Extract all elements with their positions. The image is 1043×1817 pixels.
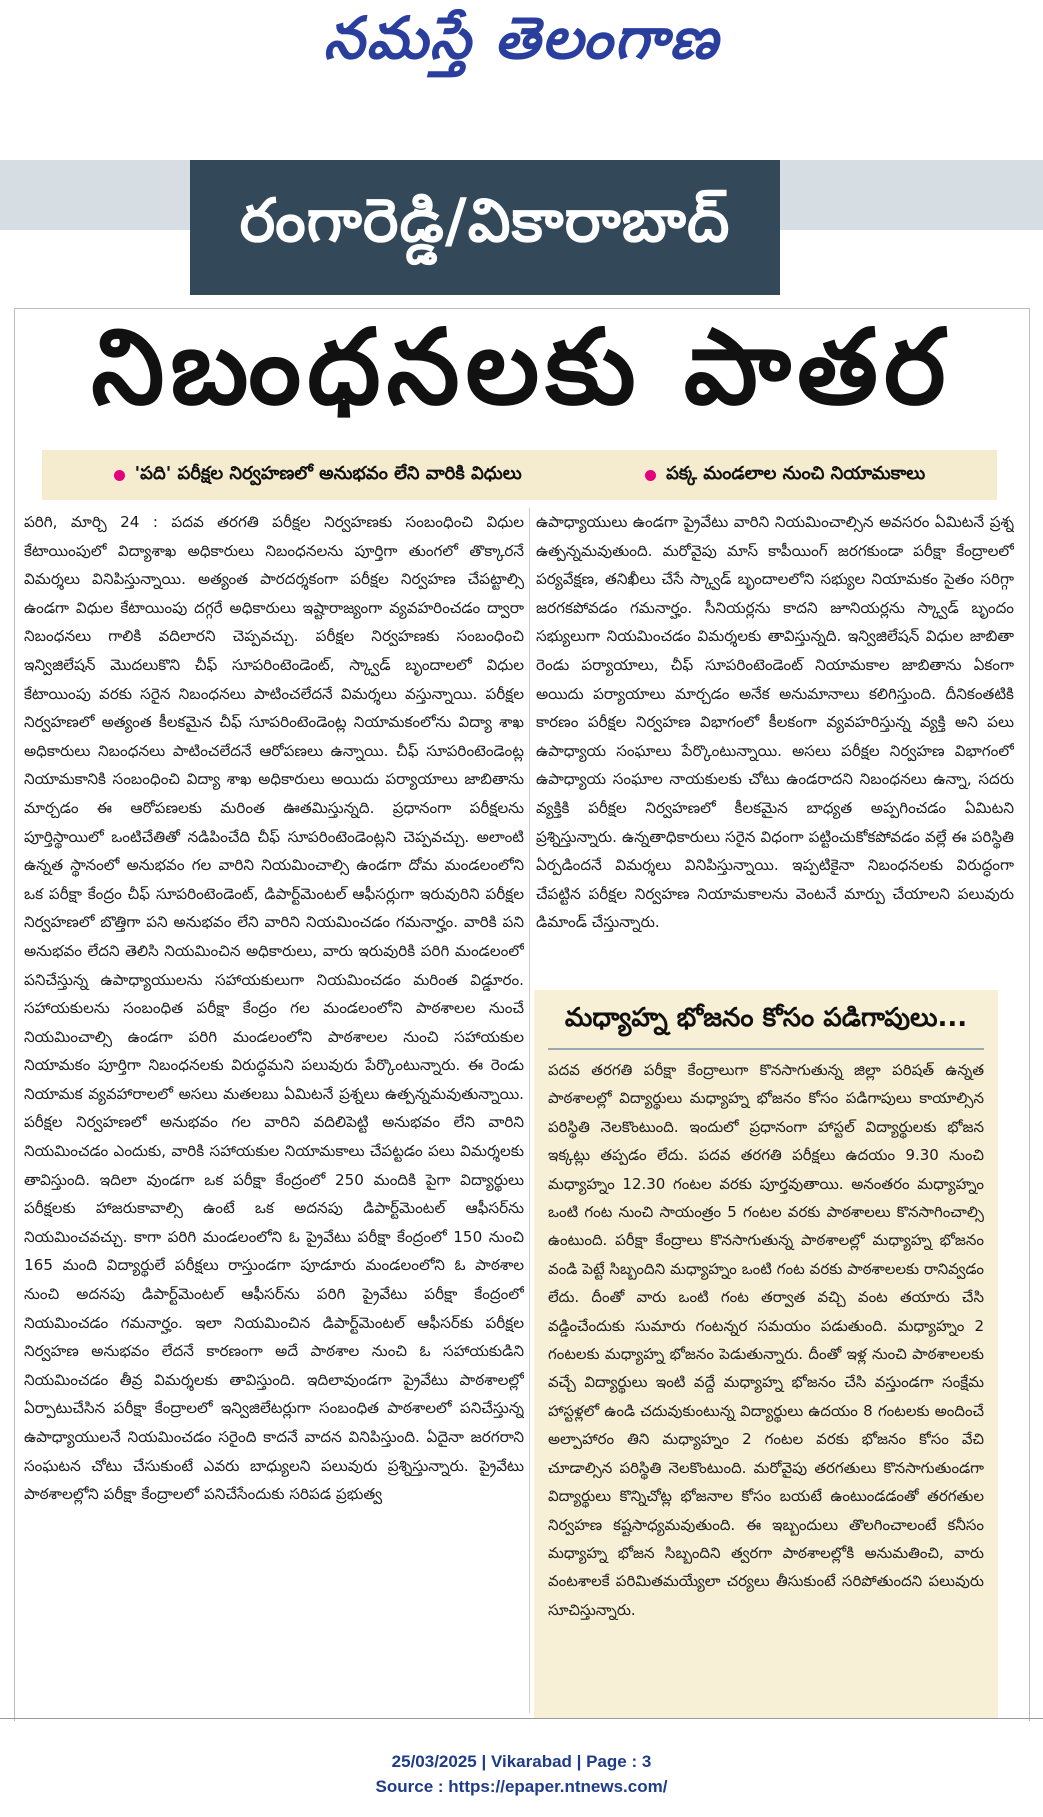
article-column-right: ఉపాధ్యాయులు ఉండగా ప్రైవేటు వారిని నియమించాల్సిన అవసరం ఏమిటనే ప్రశ్న ఉత్పన్నమవుతుంది. మరోవైపు మాస్ కాపీయింగ్ జరగకుండా పరీక్షా కేంద్రాలలో పర్యవేక్షణ, తనిఖీలు చేసే స్క్వాడ్ బృందాలలోని సభ్యుల నియామకం సైతం సరిగ్గా జరగకపోవడం గమనార్హం. సీనియర్లను కాదని జూనియర్లను స్క్వాడ్ బృందం సభ్యులుగా నియమించడం విమర్శలకు తావిస్తున్నది. ఇన్విజిలేషన్ విధుల జాబితా రెండు పర్యాయాలు, చీఫ్ సూపరింటెండెంట్ నియామకాల జాబితాను ఏకంగా అయిదు పర్యాయాలు మార్చడం అనేక అనుమానాలు కలిగిస్తుంది. దీనికంతటికి కారణం పరీక్షల నిర్వహణ విభాగంలో కీలకంగా వ్యవహరిస్తున్న వ్యక్తి అని పలు ఉపాధ్యాయ సంఘాలు పేర్కొంటున్నాయి. అసలు పరీక్షల నిర్వహణ విభాగంలో ఉపాధ్యాయ సంఘాల నాయకులకు చోటు ఉండరాదని నిబంధనలు ఉన్నా, సదరు వ్యక్తికి పరీక్షల నిర్వహణలో కీలకమైన బాధ్యత అప్పగించడం ఏమిటని ప్రశ్నిస్తున్నారు. ఉన్నతాధికారులు సరైన విధంగా పట్టించుకోకపోవడం వల్లే ఈ పరిస్థితి ఏర్పడిందనే విమర్శలు వినిపిస్తున్నాయి. ఇప్పటికైనా నిబంధనలకు విరుద్ధంగా చేపట్టిన పరీక్షల నిర్వహణ నియామకాలను వెంటనే మార్పు చేయాలని పలువురు డిమాండ్ చేస్తున్నారు. — [536, 513, 1014, 932]
section-title: రంగారెడ్డి/వికారాబాద్ — [239, 185, 731, 256]
sidebar-body: పదవ తరగతి పరీక్షా కేంద్రాలుగా కొనసాగుతున్న జిల్లా పరిషత్ ఉన్నత పాఠశాలల్లో విద్యార్థులు మధ్యాహ్న భోజనం కోసం పడిగాపులు కాయాల్సిన పరిస్థితి నెలకొంటుంది. ఇందులో ప్రధానంగా హాస్టల్ విద్యార్థులకు భోజన ఇక్కట్లు తప్పడం లేదు. పదవ తరగతి పరీక్షలు ఉదయం 9.30 నుంచి మధ్యాహ్నం 12.30 గంటల వరకు పూర్తవుతాయి. అనంతరం మధ్యాహ్నం ఒంటి గంట నుంచి సాయంత్రం 5 గంటల వరకు పాఠశాలలు కొనసాగించాల్సి ఉంటుంది. పరీక్షా కేంద్రాలు కొనసాగుతున్న పాఠశాలల్లో మధ్యాహ్న భోజనం వండి పెట్టే సిబ్బందిని మధ్యాహ్నం ఒంటి గంట వరకు పాఠశాలలకు రానివ్వడం లేదు. దీంతో వారు ఒంటి గంట తర్వాత వచ్చి వంట తయారు చేసి వడ్డించేందుకు సుమారు గంటన్నర సమయం పడుతుంది. మధ్యాహ్నం 2 గంటలకు మధ్యాహ్న భోజనం పెడుతున్నారు. దీంతో ఇళ్ల నుంచి పాఠశాలలకు వచ్చే విద్యార్థులు ఇంటి వద్దే మధ్యాహ్న భోజనం చేసి వస్తుండగా సంక్షేమ హాస్టళ్లలో ఉండి చదువుకుంటున్న విద్యార్థులు ఉదయం 8 గంటలకు అందించే అల్పాహారం తిని మధ్యాహ్నం 2 గంటల వరకు భోజనం కోసం వేచి చూడాల్సిన పరిస్థితి నెలకొంటుంది. మరోవైపు తరగతులు కొనసాగుతుండగా విద్యార్థులు కొన్నిచోట్ల భోజనాల కోసం బయటే ఉంటుండడంతో తరగతుల నిర్వహణ కష్టసాధ్యమవుతుంది. ఈ ఇబ్బందులు తొలగించాలంటే కనీసం మధ్యాహ్న భోజన సిబ్బందిని త్వరగా పాఠశాలల్లోకి అనుమతించి, వారు వంటశాలకే పరిమితమయ్యేలా చర్యలు తీసుకుంటే సరిపోతుందని పలువురు సూచిస్తున్నారు. — [548, 1061, 984, 1619]
headline-text: నిబంధనలకు పాతర — [91, 306, 952, 428]
section-header — [190, 160, 780, 295]
headline — [20, 306, 1023, 445]
bullet-icon — [645, 470, 656, 481]
sidebar-box — [534, 990, 998, 1718]
sidebar-divider — [548, 1048, 984, 1050]
subheads-bar — [42, 450, 997, 500]
sidebar-title: మధ్యాహ్న భోజనం కోసం పడిగాపులు... — [564, 1003, 968, 1033]
subhead-text: 'పది' పరీక్షల నిర్వహణలో అనుభవం లేని వారికి విధులు — [134, 462, 522, 484]
bullet-icon — [114, 470, 125, 481]
column-divider — [529, 508, 530, 1713]
subhead-item — [114, 463, 522, 488]
footer-date-edition: 25/03/2025 | Vikarabad | Page : 3 — [391, 1752, 652, 1771]
masthead-title: నమస్తే తెలంగాణ — [323, 3, 720, 72]
footer-source: Source : https://epaper.ntnews.com/ — [375, 1777, 668, 1796]
article-column-left: పరిగి, మార్చి 24 : పదవ తరగతి పరీక్షల నిర్వహణకు సంబంధించి విధుల కేటాయింపులో విద్యాశాఖ అధికారులు నిబంధనలను పూర్తిగా తుంగలో తొక్కారనే విమర్శలు వినిపిస్తున్నాయి. అత్యంత పారదర్శకంగా పరీక్షల నిర్వహణ చేపట్టాల్సి ఉండగా విధుల కేటాయింపు దగ్గరే అధికారులు ఇష్టారాజ్యంగా వ్యవహరించడం ద్వారా నిబంధనలు గాలికి వదిలారని చెప్పవచ్చు. పరీక్షల నిర్వహణకు సంబంధించి ఇన్విజిలేషన్ మొదలుకొని చీఫ్ సూపరింటెండెంట్, స్క్వాడ్ బృందాలలో విధుల కేటాయింపు వరకు సరైన నిబంధనలు పాటించలేదనే విమర్శలు వస్తున్నాయి. పరీక్షల నిర్వహణలో అత్యంత కీలకమైన చీఫ్ సూపరింటెండెంట్ల నియామకంలోను విద్యా శాఖ అధికారులు నిబంధనలు పాటించలేదనే ఆరోపణలు ఉన్నాయి. చీఫ్ సూపరింటెండెంట్ల నియామకానికి సంబంధించి విద్యా శాఖ అధికారులు అయిదు పర్యాయాలు జాబితాను మార్చడం ఈ ఆరోపణలకు మరింత ఊతమిస్తున్నది. ప్రధానంగా పరీక్షలను పూర్తిస్థాయిలో ఒంటిచేతితో నడిపించేది చీఫ్ సూపరింటెండెంట్లని చెప్పవచ్చు. అలాంటి ఉన్నత స్థానంలో అనుభవం గల వారిని నియమించాల్సి ఉండగా దోమ మండలంలోని ఒక పరీక్షా కేంద్రం చీఫ్ సూపరింటెండెంట్, డిపార్ట్‌మెంటల్ ఆఫీసర్లుగా ఇరువురిని పరీక్షల నిర్వహణలో బొత్తిగా పని అనుభవం లేని వారిని నియమించడం గమనార్హం. వారికి పని అనుభవం లేదని తెలిసి నియమించిన అధికారులు, వారు ఇరువురికి పరిగి మండలంలో పనిచేస్తున్న ఉపాధ్యాయులను సహాయకులుగా నియమించడం మరింత విడ్డూరం. సహాయకులను సంబంధిత పరీక్షా కేంద్రం గల మండలంలోని పాఠశాలల నుంచే నియమించాల్సి ఉండగా పరిగి మండలంలోని పాఠశాలల నుంచి సహాయకుల నియామకం పూర్తిగా నిబంధనలకు విరుద్ధమని పలువురు పేర్కొంటున్నారు. ఈ రెండు నియామక వ్యవహారాలలో అసలు మతలబు ఏమిటనే ప్రశ్నలు ఉత్పన్నమవుతున్నాయి. పరీక్షల నిర్వహణలో అనుభవం గల వారిని వదిలిపెట్టి అనుభవం లేని వారిని నియమించడం ఎందుకు, వారికి సహాయకుల నియామకాలు చేపట్టడం పలు విమర్శలకు తావిస్తుంది. ఇదిలా వుండగా ఒక పరీక్షా కేంద్రంలో 250 మందికి పైగా విద్యార్థులు పరీక్షలకు హాజరుకావాల్సి ఉంటే ఒక అదనపు డిపార్ట్‌మెంటల్ ఆఫీసర్‌ను నియమించవచ్చు. కాగా పరిగి మండలంలోని ఓ ప్రైవేటు పరీక్షా కేంద్రంలో 150 నుంచి 165 మంది విద్యార్థులే పరీక్షలు రాస్తుండగా పూడూరు మండలంలోని ఓ పాఠశాల నుంచి అదనపు డిపార్ట్‌మెంటల్ ఆఫీసర్‌ను పరిగి ప్రైవేటు పరీక్షా కేంద్రంలో నియమించడం గమనార్హం. ఇలా నియమించిన డిపార్ట్‌మెంటల్ ఆఫీసర్‌కు పరీక్షల నిర్వహణ అనుభవం లేదనే కారణంగా అదే పాఠశాల నుంచి ఓ సహాయకుడిని నియమించడం తీవ్ర విమర్శలకు తావిస్తుంది. ఇదిలావుండగా ప్రైవేటు పాఠశాలల్లో ఏర్పాటుచేసిన పరీక్షా కేంద్రాలలో ఇన్విజిలేటర్లుగా సంబంధిత పాఠశాలలో పనిచేస్తున్న ఉపాధ్యాయులనే నియమించడం సరైంది కాదనే వాదన వినిపిస్తుంది. ఏదైనా జరగరాని సంఘటన చోటు చేసుకుంటే ఎవరు బాధ్యులని పలువురు ప్రశ్నిస్తున్నారు. ప్రైవేటు పాఠశాలల్లోని పరీక్షా కేంద్రాలలో పనిచేసేందుకు సరిపడ ప్రభుత్వ — [24, 513, 524, 1504]
masthead — [0, 0, 1043, 160]
subhead-item — [645, 463, 925, 488]
footer-divider — [0, 1718, 1043, 1719]
subhead-text: పక్క మండలాల నుంచి నియామకాలు — [666, 462, 926, 484]
